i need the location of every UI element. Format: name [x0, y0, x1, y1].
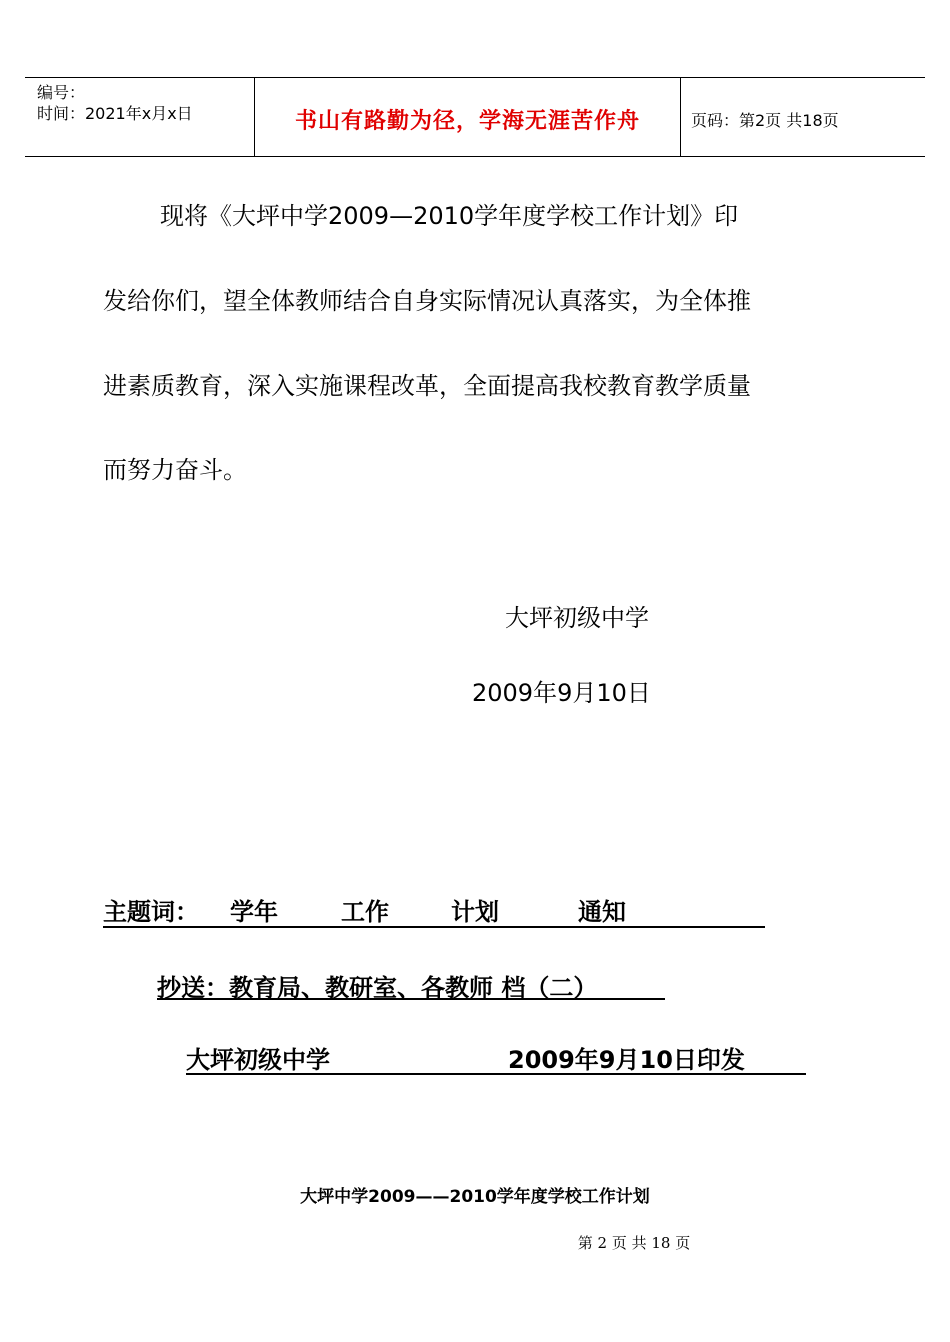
issuing-org: 大坪初级中学 — [186, 1046, 330, 1074]
header-meta-cell — [25, 78, 253, 156]
footer-title: 大坪中学2009——2010学年度学校工作计划 — [300, 1187, 650, 1207]
document-number-label: 编号： — [37, 83, 86, 102]
body-line-2: 发给你们，望全体教师结合自身实际情况认真落实，为全体推 — [103, 287, 751, 315]
keywords-line — [103, 892, 765, 928]
body-line-3: 进素质教育，深入实施课程改革，全面提高我校教育教学质量 — [103, 372, 751, 400]
page-info: 页码：第2页 共18页 — [691, 111, 839, 130]
header-page-cell — [681, 78, 925, 156]
keyword-item: 通知 — [578, 898, 626, 926]
document-time-label: 时间：2021年x月x日 — [37, 104, 193, 123]
keyword-item: 学年 — [230, 898, 278, 926]
issue-date: 2009年9月10日印发 — [508, 1046, 745, 1074]
header-table — [25, 77, 925, 157]
keyword-item: 计划 — [451, 898, 499, 926]
issue-line — [186, 1040, 806, 1075]
signature-date: 2009年9月10日 — [472, 679, 651, 707]
motto-text: 书山有路勤为径，学海无涯苦作舟 — [294, 108, 640, 134]
body-line-4: 而努力奋斗。 — [103, 456, 247, 484]
keywords-label: 主题词： — [103, 898, 199, 926]
body-line-1: 现将《大坪中学2009—2010学年度学校工作计划》印 — [160, 202, 739, 230]
footer-page-number: 第 2 页 共 18 页 — [577, 1234, 691, 1252]
cc-line: 抄送：教育局、教研室、各教师 档（二） — [157, 968, 665, 1000]
signer-name: 大坪初级中学 — [505, 604, 649, 632]
header-motto-cell — [254, 78, 681, 156]
keyword-item: 工作 — [341, 898, 389, 926]
